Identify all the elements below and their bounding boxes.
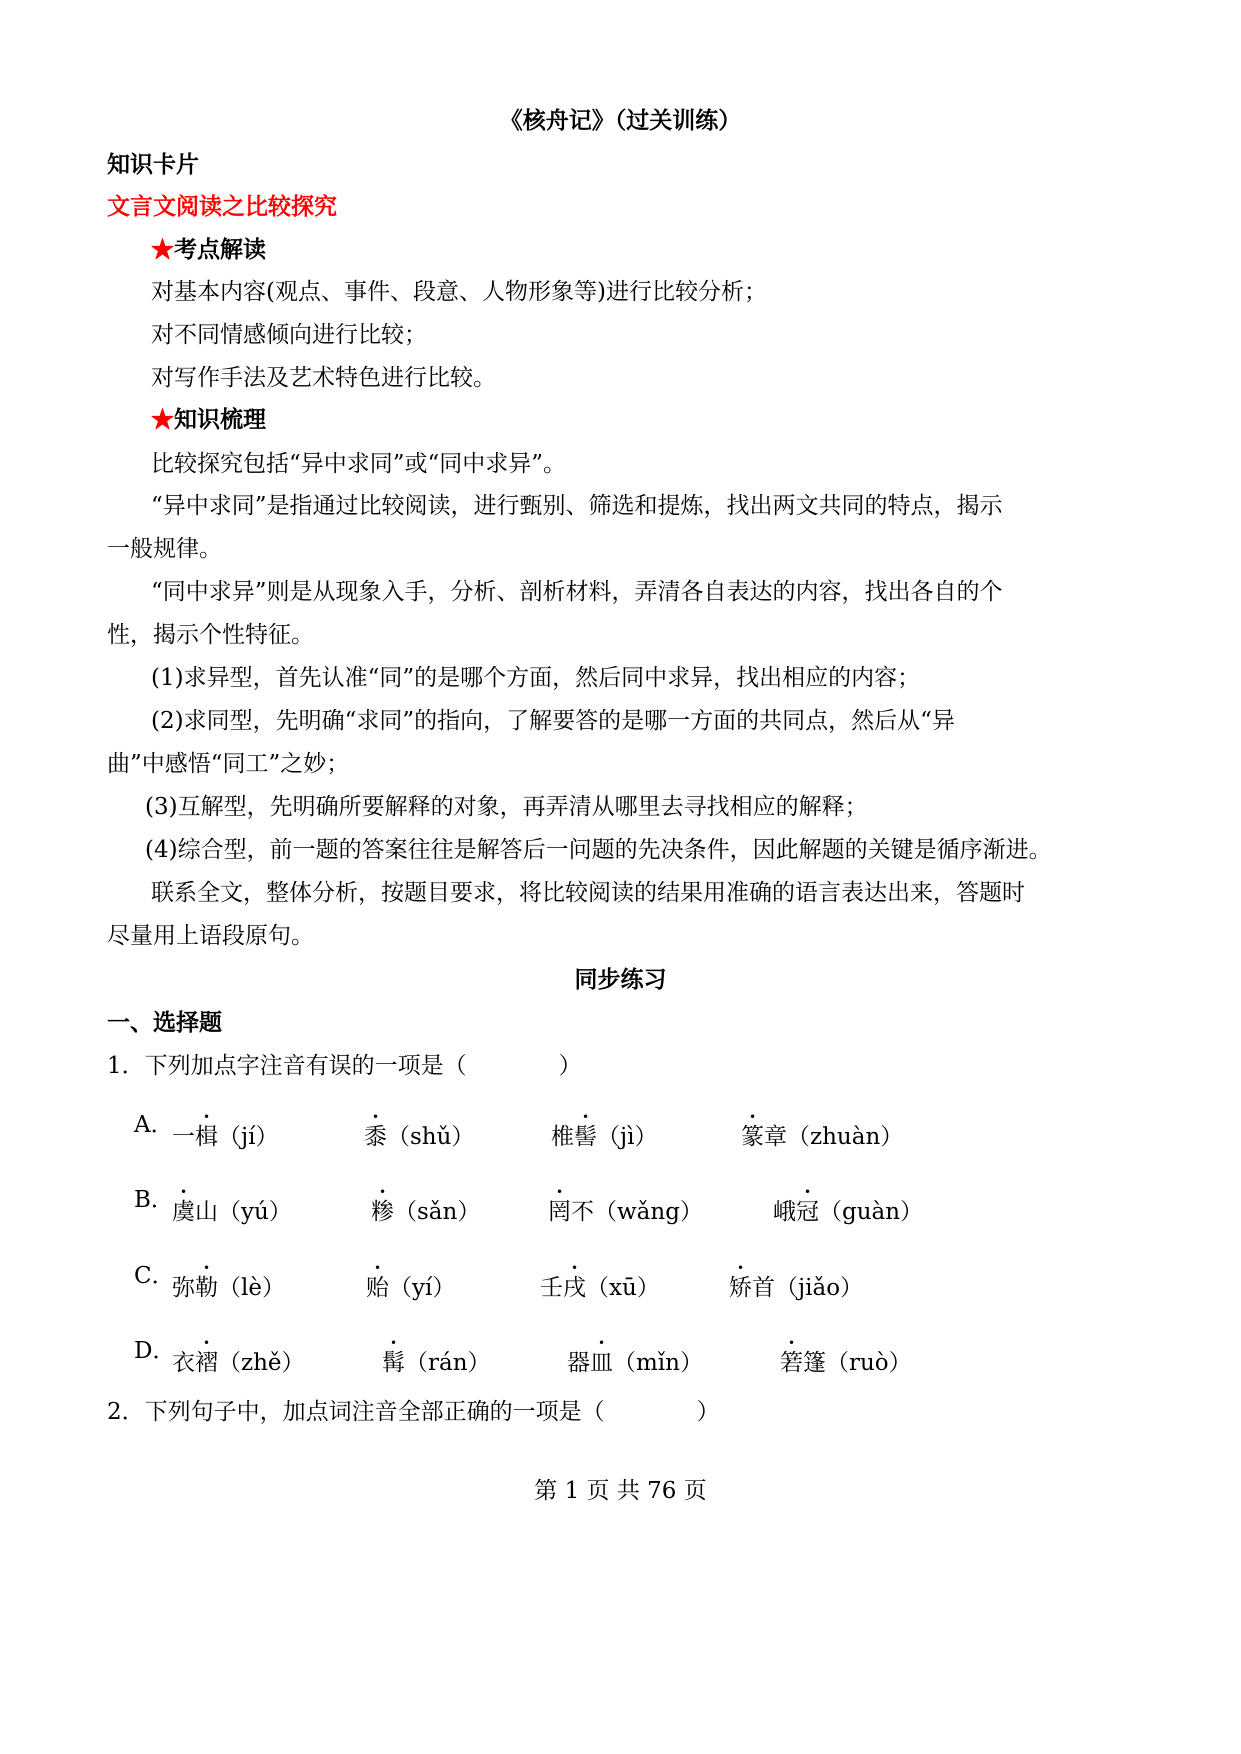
option-item: 虞山（yú） (172, 1199, 292, 1225)
option-item: 弥勒（lè） (172, 1275, 285, 1301)
option-item: 一楫（jí） (172, 1124, 279, 1150)
option-item: 器皿（mǐn） (567, 1350, 703, 1376)
option-item: 矫首（jiǎo） (729, 1275, 864, 1301)
document-title: 《核舟记》（过关训练） (499, 107, 742, 134)
page-footer: 第 1 页 共 76 页 (534, 1478, 707, 1504)
option-label: D． (134, 1338, 176, 1364)
question-2-stem: 2．下列句子中，加点词注音全部正确的一项是（ ） (107, 1399, 720, 1425)
star-icon: ★ (151, 236, 174, 263)
kaodian-line-1: 对基本内容(观点、事件、段意、人物形象等)进行比较分析； (151, 279, 767, 305)
paragraph-line: (2)求同型，先明确“求同”的指向，了解要答的是哪一方面的共同点，然后从“异 (151, 708, 955, 734)
option-item: 衣褶（zhě） (172, 1350, 305, 1376)
option-item: 箬篷（ruò） (780, 1350, 912, 1376)
option-item: 黍（shǔ） (364, 1124, 475, 1150)
paragraph-line: 性，揭示个性特征。 (107, 622, 314, 648)
paragraph-line: 尽量用上语段原句。 (107, 923, 314, 949)
star-icon: ★ (151, 406, 174, 433)
paragraph-line: 曲”中感悟“同工”之妙； (107, 751, 350, 777)
paragraph-line: 一般规律。 (107, 536, 222, 562)
subheading-zhishi-label: 知识梳理 (174, 406, 266, 433)
question-1-stem: 1．下列加点字注音有误的一项是（ ） (107, 1053, 582, 1079)
subheading-kaodian-label: 考点解读 (174, 236, 266, 263)
option-item: 峨冠（guàn） (773, 1199, 924, 1225)
section-heading-choice: 一、选择题 (107, 1009, 222, 1036)
option-item: 贻（yí） (366, 1275, 456, 1301)
option-label: A． (134, 1112, 174, 1138)
option-label: C． (134, 1263, 175, 1289)
practice-title: 同步练习 (574, 966, 667, 993)
subheading-zhishi (151, 405, 266, 435)
paragraph-line: “异中求同”是指通过比较阅读，进行甄别、筛选和提炼，找出两文共同的特点，揭示 (151, 493, 1003, 519)
option-label: B． (134, 1187, 174, 1213)
paragraph-line: (3)互解型，先明确所要解释的对象，再弄清从哪里去寻找相应的解释； (145, 794, 868, 820)
option-item: 髯（rán） (382, 1350, 491, 1376)
option-item: 罔不（wǎng） (548, 1199, 703, 1225)
section-heading-knowledge-card: 知识卡片 (107, 151, 199, 178)
option-item: 篆章（zhuàn） (741, 1124, 904, 1150)
paragraph-line: (1)求异型，首先认准“同”的是哪个方面，然后同中求异，找出相应的内容； (151, 665, 921, 691)
option-item: 椎髻（jì） (551, 1124, 658, 1150)
kaodian-line-2: 对不同情感倾向进行比较； (151, 322, 427, 348)
paragraph-line: 比较探究包括“异中求同”或“同中求异”。 (151, 451, 567, 477)
paragraph-line: 联系全文，整体分析，按题目要求，将比较阅读的结果用准确的语言表达出来，答题时 (151, 880, 1025, 906)
section-heading-comparison: 文言文阅读之比较探究 (107, 193, 337, 220)
option-item: 壬戌（xū） (540, 1275, 660, 1301)
paragraph-line: “同中求异”则是从现象入手，分析、剖析材料，弄清各自表达的内容，找出各自的个 (151, 579, 1003, 605)
option-item: 糁（sǎn） (371, 1199, 481, 1225)
paragraph-line: (4)综合型，前一题的答案往往是解答后一问题的先决条件，因此解题的关键是循序渐进。 (145, 837, 1052, 863)
kaodian-line-3: 对写作手法及艺术特色进行比较。 (151, 365, 496, 391)
subheading-kaodian (151, 235, 266, 265)
